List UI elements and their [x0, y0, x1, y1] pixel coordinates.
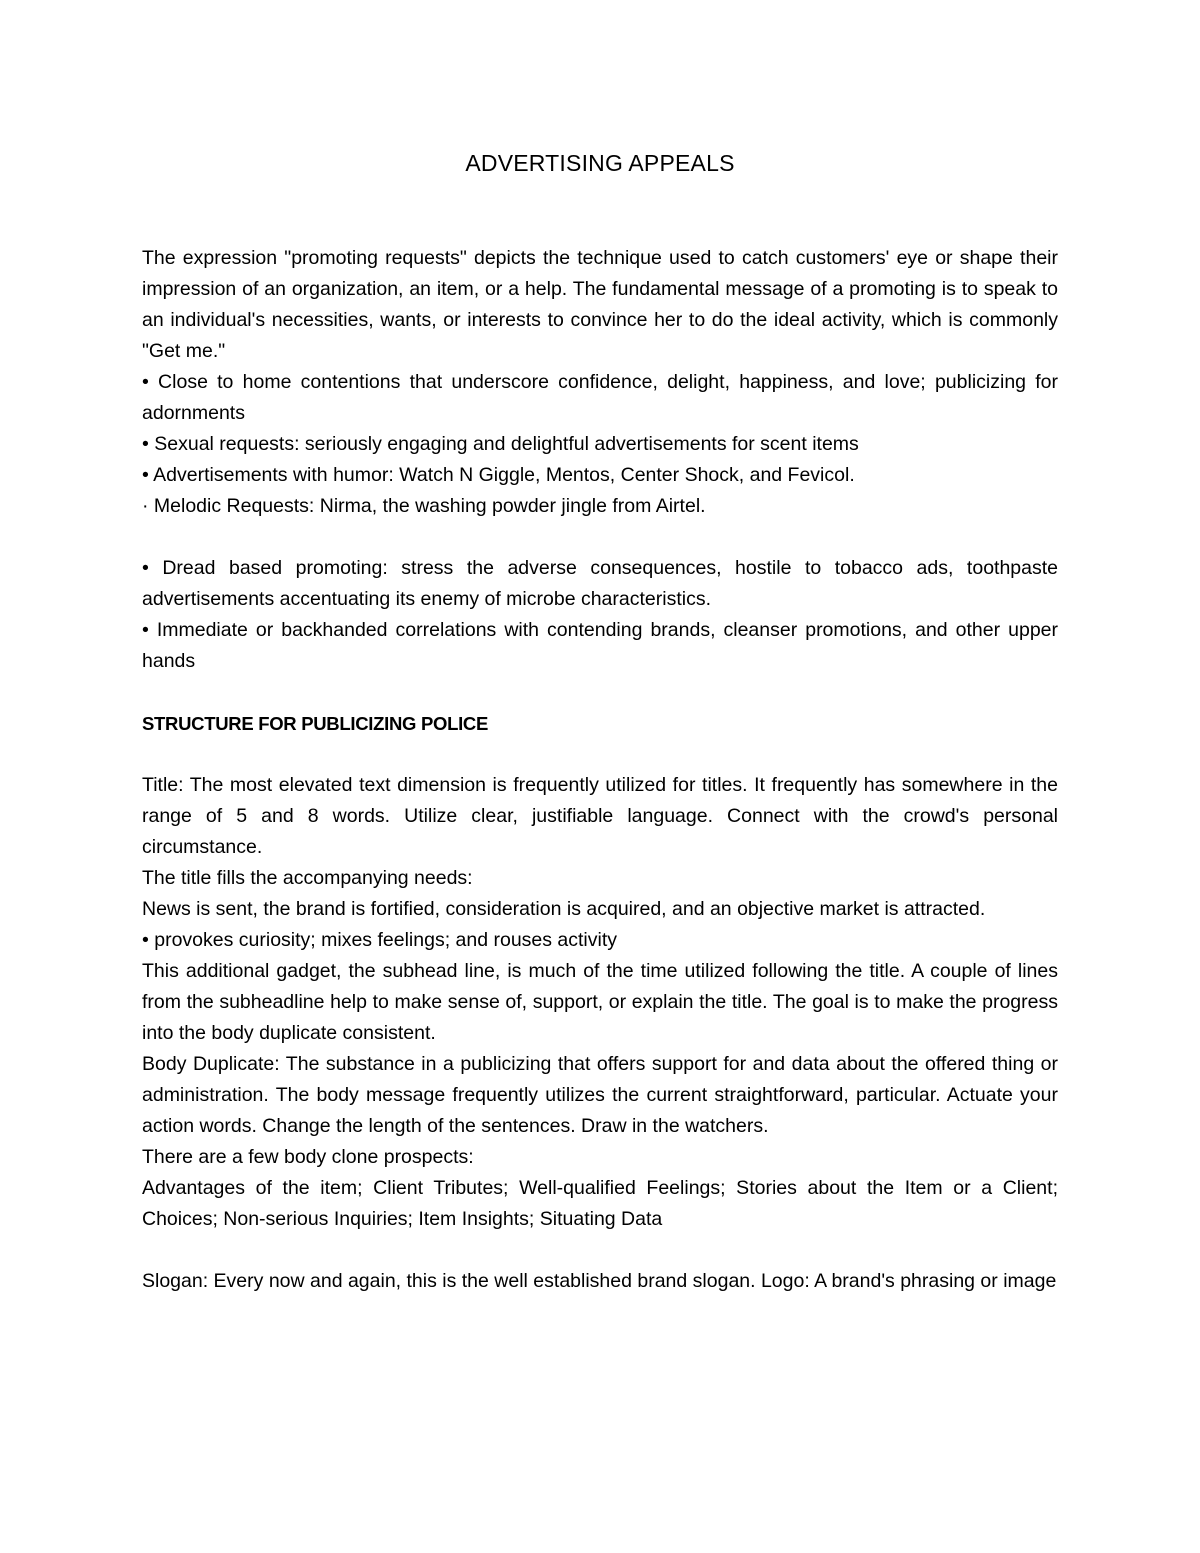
section-heading: STRUCTURE FOR PUBLICIZING POLICE: [142, 713, 489, 734]
appeal-item-sexual: • Sexual requests: seriously engaging and delightful advertisements for scent items: [142, 433, 859, 455]
paragraph-gap: [142, 1235, 1058, 1266]
paragraph-gap: [142, 739, 1058, 770]
intro-paragraph: The expression "promoting requests" depicts the technique used to catch customers' eye or shape their impression of an organization, an item, or a help. The fundamental message of a promoting is to speak to an individual's necessities, wants, or interests to convince her to do the ideal activity, which is commonly "Get me.": [142, 247, 1058, 362]
document-body: [142, 243, 1058, 1297]
paragraph-gap: [142, 677, 1058, 708]
structure-title-needs: The title fills the accompanying needs:: [142, 867, 473, 889]
slogan-logo-paragraph: Slogan: Every now and again, this is the well established brand slogan. Logo: A brand's phrasing or image: [142, 1270, 1057, 1292]
appeal-item-humor: • Advertisements with humor: Watch N Giggle, Mentos, Center Shock, and Fevicol.: [142, 464, 855, 486]
structure-body-copy-paragraph: Body Duplicate: The substance in a publicizing that offers support for and data about the offered thing or administration. The body message frequently utilizes the current straightforward, particular. Actuate your action words. Change the length of the sentences. Draw in the watchers.: [142, 1053, 1058, 1137]
document-title: ADVERTISING APPEALS: [465, 150, 735, 176]
structure-body-prospects-list: Advantages of the item; Client Tributes; Well-qualified Feelings; Stories about the Item or a Client; Choices; Non-serious Inquiries; Item Insights; Situating Data: [142, 1177, 1058, 1230]
structure-title-bullet: • provokes curiosity; mixes feelings; and rouses activity: [142, 929, 618, 951]
appeal-item-emotional: • Close to home contentions that underscore confidence, delight, happiness, and love; publicizing for adornments: [142, 371, 1058, 424]
structure-body-prospects-intro: There are a few body clone prospects:: [142, 1146, 474, 1168]
structure-title-needs-list: News is sent, the brand is fortified, consideration is acquired, and an objective market is attracted.: [142, 898, 986, 920]
paragraph-gap: [142, 522, 1058, 553]
appeal-item-musical: · Melodic Requests: Nirma, the washing powder jingle from Airtel.: [142, 495, 706, 517]
structure-title-paragraph: Title: The most elevated text dimension is frequently utilized for titles. It frequently has somewhere in the range of 5 and 8 words. Utilize clear, justifiable language. Connect with the crowd's personal circumstance.: [142, 774, 1058, 858]
appeal-item-fear: • Dread based promoting: stress the adverse consequences, hostile to tobacco ads, toothpaste advertisements accentuating its enemy of microbe characteristics.: [142, 557, 1058, 610]
structure-subhead-paragraph: This additional gadget, the subhead line, is much of the time utilized following the title. A couple of lines from the subheadline help to make sense of, support, or explain the title. The goal is to make the progress into the body duplicate consistent.: [142, 960, 1058, 1044]
appeal-item-comparison: • Immediate or backhanded correlations with contending brands, cleanser promotions, and other upper hands: [142, 619, 1058, 672]
